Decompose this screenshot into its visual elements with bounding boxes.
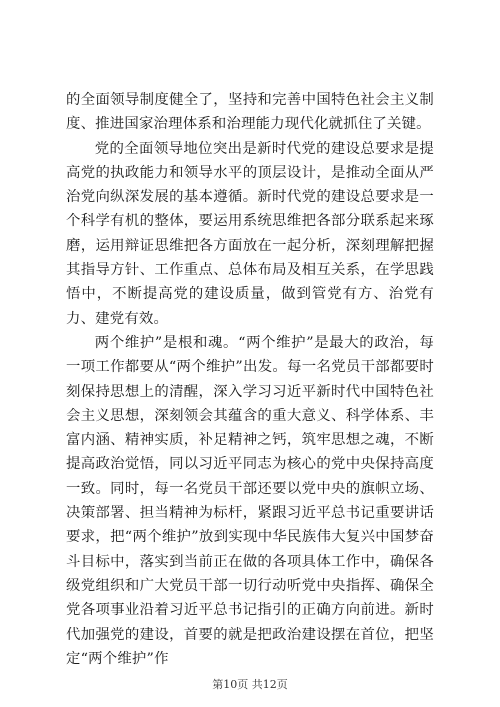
paragraph-3: 两个维护”是根和魂。“两个维护”是最大的政治，每一项工作都要从“两个维护”出发。每一名党员干部都要时刻保持思想上的清醒，深入学习习近平新时代中国特色社会主义思想，深刻领会其蕴含的重大意义、科学体系、丰富内涵、精神实质，补足精神之钙，筑牢思想之魂，不断提高政治觉悟，同以习近平同志为核心的党中央保持高度一致。同时，每一名党员干部还要以党中央的旗帜立场、决策部署、担当精神为标杆，紧跟习近平总书记重要讲话要求，把“两个维护”放到实现中华民族伟大复兴中国梦奋斗目标中，落实到当前正在做的各项具体工作中，确保各级党组织和广大党员干部一切行动听党中央指挥、确保全党各项事业沿着习近平总书记指引的正确方向前进。新时代加强党的建设，首要的就是把政治建设摆在首位，把坚定“两个维护”作 xyxy=(66,334,434,667)
paragraph-2: 党的全面领导地位突出是新时代党的建设总要求是提高党的执政能力和领导水平的顶层设计，是推动全面从严治党向纵深发展的基本遵循。新时代党的建设总要求是一个科学有机的整体，要运用系统思维把各部分联系起来琢磨，运用辩证思维把各方面放在一起分析，深刻理解把握其指导方针、工作重点、总体布局及相互关系，在学思践悟中，不断提高党的建设质量，做到管党有方、治党有力、建党有效。 xyxy=(66,140,434,327)
paragraph-1: 的全面领导制度健全了，坚持和完善中国特色社会主义制度、推进国家治理体系和治理能力现代化就抓住了关键。 xyxy=(66,92,434,133)
page-footer: 第10页 共12页 xyxy=(212,678,288,691)
document-body xyxy=(66,88,434,671)
